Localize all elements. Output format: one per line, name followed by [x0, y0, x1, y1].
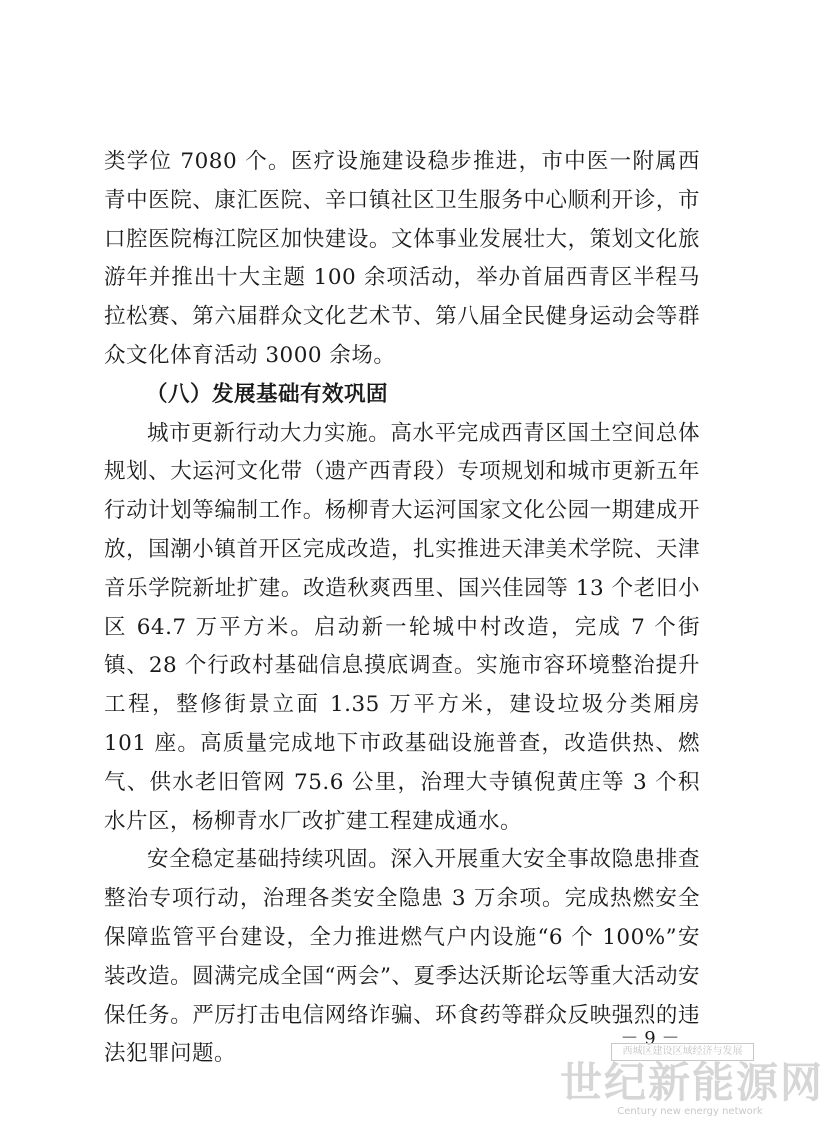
watermark-logo-subtitle: Century new energy network — [617, 1106, 763, 1117]
watermark-caption-box: 西城区建设区域经济与发展 — [611, 1043, 754, 1061]
document-body — [104, 143, 700, 1074]
section-heading-8: （八）发展基础有效巩固 — [146, 381, 389, 407]
paragraph-urban-renewal: 城市更新行动大力实施。高水平完成西青区国土空间总体规划、大运河文化带（遗产西青段）专项规划和城市更新五年行动计划等编制工作。杨柳青大运河国家文化公园一期建成开放，国潮小镇首开区完成改造，扎实推进天津美术学院、天津音乐学院新址扩建。改造秋爽西里、国兴佳园等 13 个老旧小区 64.7 万平方米。启动新一轮城中村改造，完成 7 个街镇、28 个行政村基础信息摸底调查。实施市容环境整治提升工程，整修街景立面 1.35 万平方米，建设垃圾分类厢房 101 座。高质量完成地下市政基础设施普查，改造供热、燃气、供水老旧管网 75.6 公里，治理大寺镇倪黄庄等 3 个积水片区，杨柳青水厂改扩建工程建成通水。 — [104, 420, 700, 834]
page-number: － 9 － — [620, 1028, 680, 1049]
paragraph-education-health-culture: 类学位 7080 个。医疗设施建设稳步推进，市中医一附属西青中医院、康汇医院、辛口镇社区卫生服务中心顺利开诊，市口腔医院梅江院区加快建设。文体事业发展壮大，策划文化旅游年并推出十大主题 100 余项活动，举办首届西青区半程马拉松赛、第六届群众文化艺术节、第八届全民健身运动会等群众文化体育活动 3000 余场。 — [104, 149, 700, 368]
paragraph-safety-stability: 安全稳定基础持续巩固。深入开展重大安全事故隐患排查整治专项行动，治理各类安全隐患 3 万余项。完成热燃安全保障监管平台建设，全力推进燃气户内设施“6 个 100%”安装改造。圆满完成全国“两会”、夏季达沃斯论坛等重大活动安保任务。严厉打击电信网络诈骗、环食药等群众反映强烈的违法犯罪问题。 — [104, 847, 700, 1067]
watermark-logo: 世纪新能源网 — [560, 1058, 824, 1107]
